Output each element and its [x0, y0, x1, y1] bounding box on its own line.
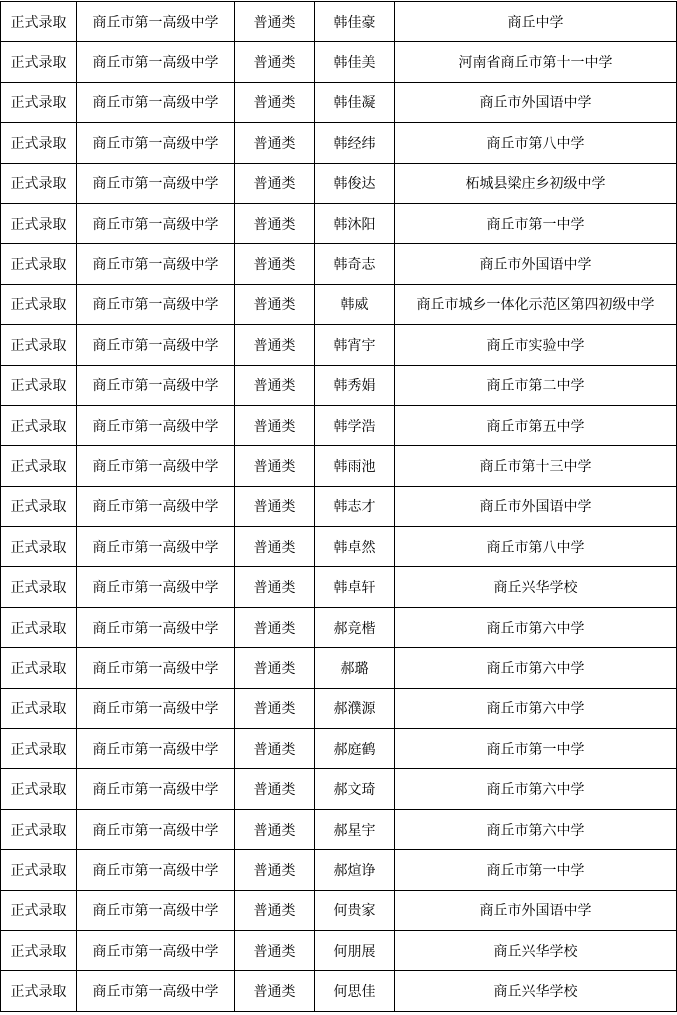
admission-status-cell: 正式录取 [1, 365, 77, 405]
category-cell: 普通类 [235, 850, 315, 890]
table-row [1, 648, 677, 688]
origin-school-cell: 商丘市第六中学 [395, 688, 677, 728]
origin-school-cell: 商丘市第八中学 [395, 123, 677, 163]
student-name-cell: 郝庭鹤 [315, 729, 395, 769]
category-cell: 普通类 [235, 648, 315, 688]
student-name-cell: 韩经纬 [315, 123, 395, 163]
admission-status-cell: 正式录取 [1, 809, 77, 849]
category-cell: 普通类 [235, 446, 315, 486]
category-cell: 普通类 [235, 365, 315, 405]
category-cell: 普通类 [235, 769, 315, 809]
admitted-school-cell: 商丘市第一高级中学 [77, 850, 235, 890]
student-name-cell: 韩学浩 [315, 405, 395, 445]
admitted-school-cell: 商丘市第一高级中学 [77, 527, 235, 567]
table-row [1, 405, 677, 445]
admission-status-cell: 正式录取 [1, 42, 77, 82]
table-row [1, 809, 677, 849]
table-row [1, 971, 677, 1011]
origin-school-cell: 商丘市第一中学 [395, 203, 677, 243]
admission-status-cell: 正式录取 [1, 607, 77, 647]
admission-status-cell: 正式录取 [1, 244, 77, 284]
category-cell: 普通类 [235, 567, 315, 607]
admission-status-cell: 正式录取 [1, 486, 77, 526]
origin-school-cell: 商丘市第五中学 [395, 405, 677, 445]
admission-status-cell: 正式录取 [1, 163, 77, 203]
admitted-school-cell: 商丘市第一高级中学 [77, 446, 235, 486]
admitted-school-cell: 商丘市第一高级中学 [77, 769, 235, 809]
admitted-school-cell: 商丘市第一高级中学 [77, 365, 235, 405]
admission-status-cell: 正式录取 [1, 203, 77, 243]
table-row [1, 325, 677, 365]
admission-status-cell: 正式录取 [1, 405, 77, 445]
admitted-school-cell: 商丘市第一高级中学 [77, 648, 235, 688]
student-name-cell: 韩佳凝 [315, 82, 395, 122]
admitted-school-cell: 商丘市第一高级中学 [77, 82, 235, 122]
admitted-school-cell: 商丘市第一高级中学 [77, 325, 235, 365]
admission-status-cell: 正式录取 [1, 729, 77, 769]
table-row [1, 930, 677, 970]
student-name-cell: 何朋展 [315, 930, 395, 970]
admission-status-cell: 正式录取 [1, 567, 77, 607]
admissions-table [0, 1, 677, 1012]
student-name-cell: 郝文琦 [315, 769, 395, 809]
admitted-school-cell: 商丘市第一高级中学 [77, 123, 235, 163]
table-row [1, 850, 677, 890]
table-row [1, 446, 677, 486]
admission-status-cell: 正式录取 [1, 2, 77, 42]
admission-status-cell: 正式录取 [1, 688, 77, 728]
table-row [1, 527, 677, 567]
origin-school-cell: 商丘市第十三中学 [395, 446, 677, 486]
origin-school-cell: 河南省商丘市第十一中学 [395, 42, 677, 82]
student-name-cell: 韩奇志 [315, 244, 395, 284]
origin-school-cell: 商丘兴华学校 [395, 930, 677, 970]
table-row [1, 203, 677, 243]
admitted-school-cell: 商丘市第一高级中学 [77, 607, 235, 647]
category-cell: 普通类 [235, 82, 315, 122]
student-name-cell: 郝璐 [315, 648, 395, 688]
admission-status-cell: 正式录取 [1, 527, 77, 567]
category-cell: 普通类 [235, 971, 315, 1011]
origin-school-cell: 商丘市城乡一体化示范区第四初级中学 [395, 284, 677, 324]
table-row [1, 486, 677, 526]
origin-school-cell: 商丘兴华学校 [395, 971, 677, 1011]
admission-status-cell: 正式录取 [1, 82, 77, 122]
origin-school-cell: 商丘市第六中学 [395, 648, 677, 688]
student-name-cell: 郝煊诤 [315, 850, 395, 890]
student-name-cell: 韩佳美 [315, 42, 395, 82]
student-name-cell: 韩宵宇 [315, 325, 395, 365]
admitted-school-cell: 商丘市第一高级中学 [77, 890, 235, 930]
table-row [1, 284, 677, 324]
category-cell: 普通类 [235, 890, 315, 930]
admitted-school-cell: 商丘市第一高级中学 [77, 809, 235, 849]
category-cell: 普通类 [235, 486, 315, 526]
category-cell: 普通类 [235, 123, 315, 163]
category-cell: 普通类 [235, 405, 315, 445]
category-cell: 普通类 [235, 325, 315, 365]
student-name-cell: 何思佳 [315, 971, 395, 1011]
table-row [1, 890, 677, 930]
student-name-cell: 韩卓然 [315, 527, 395, 567]
origin-school-cell: 商丘市第一中学 [395, 729, 677, 769]
table-row [1, 688, 677, 728]
origin-school-cell: 商丘市实验中学 [395, 325, 677, 365]
origin-school-cell: 商丘市外国语中学 [395, 244, 677, 284]
origin-school-cell: 商丘市第二中学 [395, 365, 677, 405]
origin-school-cell: 商丘市第六中学 [395, 769, 677, 809]
table-row [1, 365, 677, 405]
origin-school-cell: 商丘市第六中学 [395, 607, 677, 647]
admitted-school-cell: 商丘市第一高级中学 [77, 42, 235, 82]
origin-school-cell: 商丘市外国语中学 [395, 486, 677, 526]
category-cell: 普通类 [235, 203, 315, 243]
category-cell: 普通类 [235, 163, 315, 203]
origin-school-cell: 商丘市第八中学 [395, 527, 677, 567]
table-row [1, 163, 677, 203]
table-row [1, 729, 677, 769]
category-cell: 普通类 [235, 729, 315, 769]
admitted-school-cell: 商丘市第一高级中学 [77, 688, 235, 728]
table-row [1, 769, 677, 809]
admitted-school-cell: 商丘市第一高级中学 [77, 567, 235, 607]
category-cell: 普通类 [235, 607, 315, 647]
admission-status-cell: 正式录取 [1, 930, 77, 970]
origin-school-cell: 商丘市第六中学 [395, 809, 677, 849]
category-cell: 普通类 [235, 244, 315, 284]
category-cell: 普通类 [235, 2, 315, 42]
student-name-cell: 韩威 [315, 284, 395, 324]
category-cell: 普通类 [235, 930, 315, 970]
table-row [1, 82, 677, 122]
admitted-school-cell: 商丘市第一高级中学 [77, 405, 235, 445]
table-row [1, 123, 677, 163]
admission-status-cell: 正式录取 [1, 123, 77, 163]
table-row [1, 42, 677, 82]
student-name-cell: 韩俊达 [315, 163, 395, 203]
category-cell: 普通类 [235, 284, 315, 324]
student-name-cell: 韩秀娟 [315, 365, 395, 405]
student-name-cell: 郝星宇 [315, 809, 395, 849]
admission-status-cell: 正式录取 [1, 325, 77, 365]
admission-status-cell: 正式录取 [1, 971, 77, 1011]
admissions-table-body [1, 2, 677, 1012]
student-name-cell: 韩志才 [315, 486, 395, 526]
table-row [1, 567, 677, 607]
admitted-school-cell: 商丘市第一高级中学 [77, 971, 235, 1011]
category-cell: 普通类 [235, 527, 315, 567]
admitted-school-cell: 商丘市第一高级中学 [77, 930, 235, 970]
admission-status-cell: 正式录取 [1, 769, 77, 809]
admitted-school-cell: 商丘市第一高级中学 [77, 2, 235, 42]
origin-school-cell: 商丘市外国语中学 [395, 890, 677, 930]
category-cell: 普通类 [235, 688, 315, 728]
origin-school-cell: 商丘中学 [395, 2, 677, 42]
table-row [1, 2, 677, 42]
admitted-school-cell: 商丘市第一高级中学 [77, 486, 235, 526]
category-cell: 普通类 [235, 809, 315, 849]
admitted-school-cell: 商丘市第一高级中学 [77, 203, 235, 243]
student-name-cell: 何贵家 [315, 890, 395, 930]
admission-status-cell: 正式录取 [1, 446, 77, 486]
origin-school-cell: 商丘市外国语中学 [395, 82, 677, 122]
student-name-cell: 韩佳豪 [315, 2, 395, 42]
admitted-school-cell: 商丘市第一高级中学 [77, 163, 235, 203]
student-name-cell: 郝竞楷 [315, 607, 395, 647]
admission-status-cell: 正式录取 [1, 890, 77, 930]
student-name-cell: 韩沐阳 [315, 203, 395, 243]
student-name-cell: 韩雨池 [315, 446, 395, 486]
admitted-school-cell: 商丘市第一高级中学 [77, 244, 235, 284]
origin-school-cell: 商丘市第一中学 [395, 850, 677, 890]
admitted-school-cell: 商丘市第一高级中学 [77, 284, 235, 324]
origin-school-cell: 商丘兴华学校 [395, 567, 677, 607]
table-row [1, 607, 677, 647]
admission-status-cell: 正式录取 [1, 850, 77, 890]
admitted-school-cell: 商丘市第一高级中学 [77, 729, 235, 769]
student-name-cell: 韩卓轩 [315, 567, 395, 607]
admission-status-cell: 正式录取 [1, 648, 77, 688]
table-row [1, 244, 677, 284]
admission-status-cell: 正式录取 [1, 284, 77, 324]
origin-school-cell: 柘城县梁庄乡初级中学 [395, 163, 677, 203]
student-name-cell: 郝濮源 [315, 688, 395, 728]
category-cell: 普通类 [235, 42, 315, 82]
